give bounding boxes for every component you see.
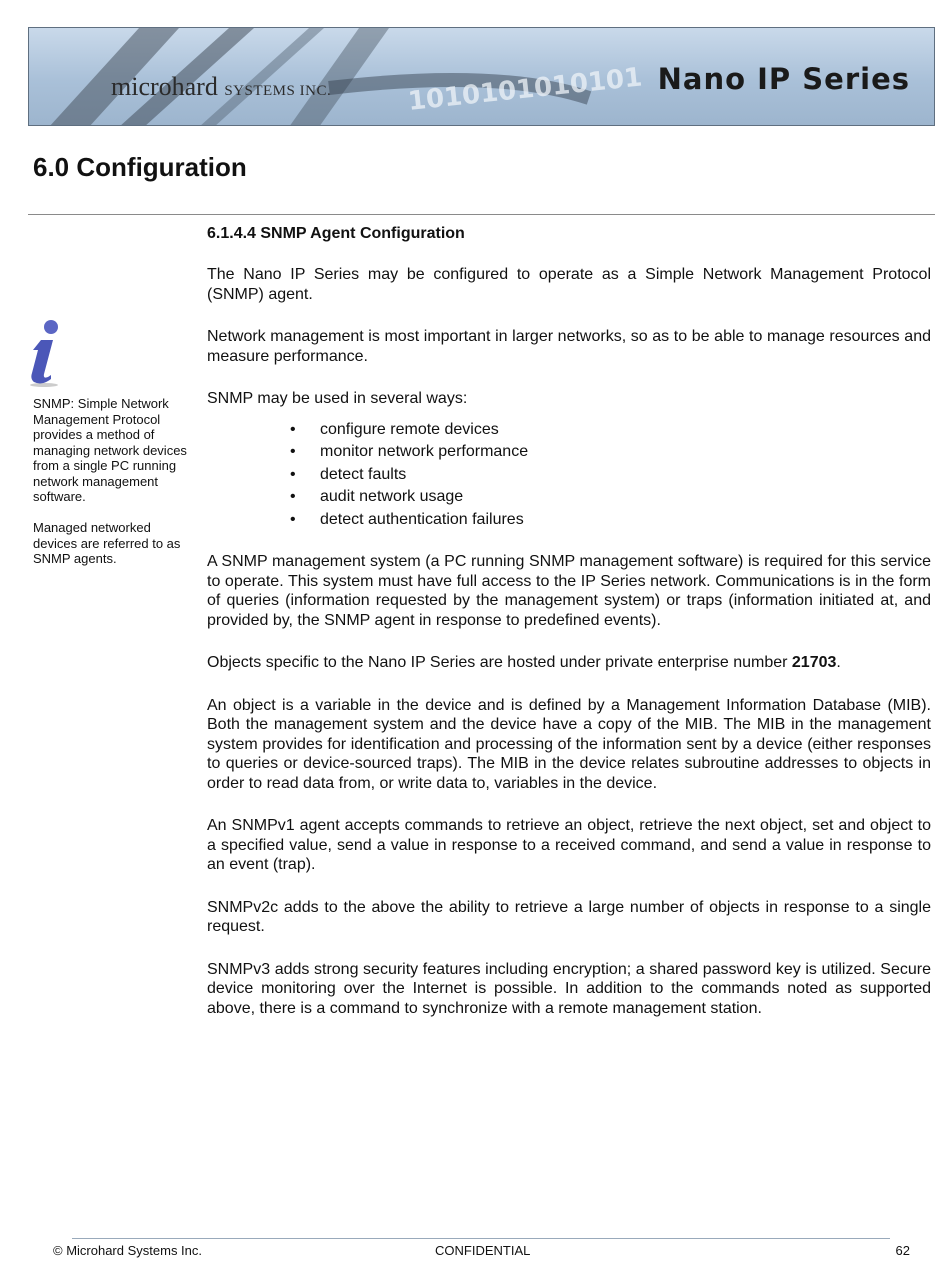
binary-text: 1010101010101 <box>406 62 644 117</box>
paragraph: SNMPv2c adds to the above the ability to retrieve a large number of objects in response to a single request. <box>207 898 931 935</box>
paragraph: SNMPv3 adds strong security features including encryption; a shared password key is utilized. Secure device monitoring over the Internet is possible. In addition to the commands noted as supported above, there is a command to synchronize with a remote management station. <box>207 960 931 1017</box>
brand-suffix: SYSTEMS INC. <box>224 83 332 99</box>
sidebar-note: Managed networked devices are referred to as SNMP agents. <box>33 520 181 566</box>
list-item: • configure remote devices <box>320 419 931 442</box>
footer-copyright: © Microhard Systems Inc. <box>53 1243 203 1258</box>
footer-confidential: CONFIDENTIAL <box>435 1243 531 1258</box>
section-title: 6.0 Configuration <box>33 152 247 182</box>
section-divider <box>28 214 935 215</box>
paragraph: An object is a variable in the device and is defined by a Management Information Database (MIB). Both the management system and the device have a copy of the MIB. The MIB in the management system provides for identification and processing of the information sent by a device (either responses to queries or device-sourced traps). The MIB in the device relates subroutine addresses to objects in order to read data from, or write data to, variables in the device. <box>207 696 931 792</box>
paragraph: A SNMP management system (a PC running SNMP management software) is required for this service to operate. This system must have full access to the IP Series network. Communications is in the form of queries (information requested by the management system) or traps (information initiated at, and provided by, the SNMP agent in response to predefined events). <box>207 553 931 629</box>
info-icon <box>22 318 66 393</box>
uses-list <box>207 419 931 532</box>
enterprise-number: 21703 <box>791 654 837 671</box>
sidebar-note: SNMP: Simple Network Management Protocol provides a method of managing network devices from a single PC running network management software. <box>33 396 187 504</box>
list-item: • detect authentication failures <box>320 509 931 532</box>
header-banner <box>28 27 935 126</box>
paragraph: The Nano IP Series may be configured to operate as a Simple Network Management Protocol (SNMP) agent. <box>207 266 931 303</box>
subsection-heading: 6.1.4.4 SNMP Agent Configuration <box>207 225 465 242</box>
page-number: 62 <box>895 1243 910 1258</box>
paragraph-text: . <box>836 654 841 671</box>
paragraph: SNMP may be used in several ways: <box>207 390 468 407</box>
brand-logo <box>111 72 331 102</box>
list-item: • audit network usage <box>320 486 931 509</box>
paragraph-enterprise-number <box>207 653 931 673</box>
main-content <box>207 224 931 1041</box>
list-item: • monitor network performance <box>320 441 931 464</box>
paragraph-text: Objects specific to the Nano IP Series are hosted under private enterprise number <box>207 654 792 671</box>
series-title: Nano IP Series <box>657 62 910 96</box>
footer-divider <box>72 1238 890 1239</box>
list-item: • detect faults <box>320 464 931 487</box>
paragraph: Network management is most important in larger networks, so as to be able to manage resources and measure performance. <box>207 328 931 365</box>
paragraph: An SNMPv1 agent accepts commands to retrieve an object, retrieve the next object, set and object to a specified value, send a value in response to a received command, and send a value in response to an event (trap). <box>207 817 931 873</box>
brand-main: microhard <box>111 72 218 101</box>
sidebar-notes <box>33 396 193 582</box>
